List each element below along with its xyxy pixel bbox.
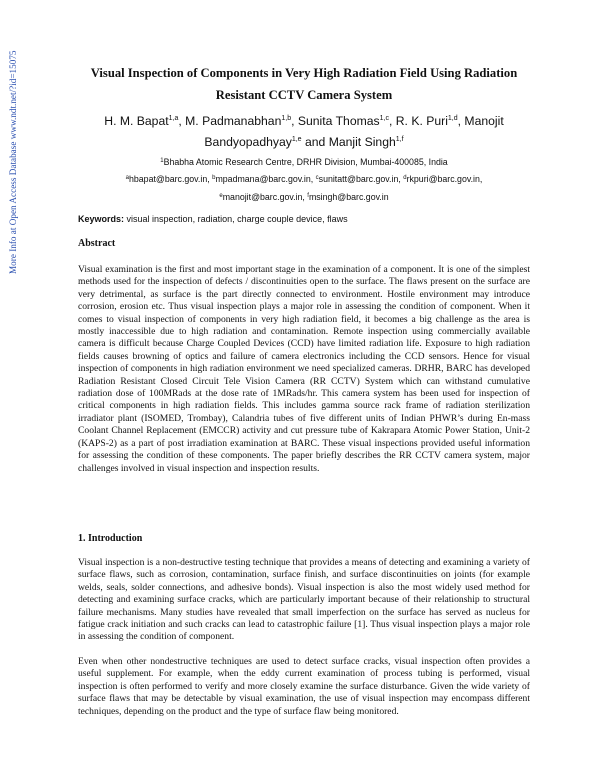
introduction-heading: 1. Introduction (78, 533, 143, 544)
author-name-split: Bandyopadhyay (204, 135, 292, 149)
author-name: H. M. Bapat (104, 114, 169, 128)
email-sup: a (125, 175, 129, 181)
author-name-split: Manojit (464, 114, 504, 128)
email-sup: d (403, 175, 407, 181)
email-link[interactable]: manojit@barc.gov.in (222, 192, 303, 202)
introduction-paragraph-2: Even when other nondestructive techniques are used to detect surface cracks, visual inspection often provides a useful supplement. For example, when the eddy current examination of process tubing is performed, visual inspection is often performed to verify and more closely examine the surface disturbance. Given the wide variety of surface flaws that may be detectable by visual examination, the use of visual inspection may encompass different techniques, depending on the product and the type of surface flaw being monitored. (78, 656, 530, 717)
author-name: R. K. Puri (395, 114, 448, 128)
email-sup: b (212, 175, 216, 181)
author-name: Manjit Singh (328, 135, 396, 149)
affiliation (78, 154, 530, 171)
keywords (78, 214, 348, 224)
introduction-paragraph-1: Visual inspection is a non-destructive testing technique that provides a means of detecting and examining a variety of surface flaws, such as corrosion, contamination, surface finish, and surface discontinuities on joints (for example welds, seals, solder connections, and adhesive bonds). Visual inspection is also the most widely used method for detecting and examining surface cracks, which are particularly important because of their relationship to structural failure mechanisms. Many studies have revealed that small imperfection on the surface has served as nucleus for fatigue crack initiation and such cracks can lead to catastrophic failure [1]. Thus visual inspection plays a major role in assessing the condition of component. (78, 557, 530, 643)
abstract-paragraph: Visual examination is the first and most important stage in the examination of a component. It is one of the simplest methods used for the inspection of defects / discontinuities open to the surface. The flaws present on the surface are very detrimental, as surface is the part directly connected to environment. Hostile environment may introduce corrosion, erosion etc. Thus visual inspection plays a major role in assessing the condition of component. When it comes to visual inspection of components in very high radiation field, it becomes a big challenge as the area is mostly inaccessible due to high radiation and contamination. Remote inspection using commercially available camera is difficult because Charge Coupled Devices (CCD) have limited radiation life. Exposure to high radiation fields causes browning of optics and failure of camera electronics including the CCD sensors. Hence for visual inspection of components in high radiation environment we need specialized cameras. DRHR, BARC has developed Radiation Resistant Closed Circuit Tele Vision Camera (RR CCTV) System which can withstand cumulative radiation dose of 100MRads at the dose rate of 1MRads/hr. This camera system has been used for inspection of critical components in high radiation fields. This includes gamma source rack frame of radiation sterilization irradiator plant (ISOMED, Trombay), Calandria tubes of five different units of Indian PHWR’s during En-mass Coolant Channel Replacement (EMCCR) activity and cut pressure tube of Kakrapara Atomic Power Station, Unit-2 (KAPS-2) as a part of post irradiation examination at BARC. These visual inspections provided useful information for assessing the condition of these components. The paper briefly describes the RR CCTV camera system, major challenges involved in visual inspection and inspection results. (78, 264, 530, 474)
email-link[interactable]: mpadmana@barc.gov.in (215, 174, 311, 184)
email-link[interactable]: msingh@barc.gov.in (308, 192, 389, 202)
affiliation-sup: 1 (160, 158, 164, 164)
keywords-text: visual inspection, radiation, charge couple device, flaws (126, 214, 348, 224)
paper-title-line-2: Resistant CCTV Camera System (215, 88, 393, 102)
author-sup: 1,d (447, 115, 458, 122)
email-list-line-2: $^e$manojit@barc.gov.in, $^f$msingh@barc.gov.in (219, 192, 389, 202)
side-link-text[interactable]: More Info at Open Access Database www.ndt.net/?id=15075 (8, 50, 18, 274)
email-link[interactable]: hbapat@barc.gov.in (129, 174, 208, 184)
author-sup: 1,e (291, 136, 302, 143)
email-sup: c (315, 175, 319, 181)
author-sup: 1,b (281, 115, 292, 122)
author-sup: 1,f (395, 136, 404, 143)
email-list-line-1: $^a$hbapat@barc.gov.in, $^b$mpadmana@barc.gov.in, $^c$sunitatt@barc.gov.in, $^d$rkpuri@barc.gov.in, (125, 174, 483, 184)
email-link[interactable]: sunitatt@barc.gov.in (318, 174, 399, 184)
keywords-label: Keywords: (78, 214, 125, 224)
author-sup: 1,c (379, 115, 389, 122)
abstract-heading: Abstract (78, 238, 116, 249)
paper-title-line-1: Visual Inspection of Components in Very High Radiation Field Using Radiation (90, 66, 518, 80)
email-sup: f (307, 193, 309, 199)
email-sup: e (219, 193, 223, 199)
email-link[interactable]: rkpuri@barc.gov.in (406, 174, 480, 184)
author-name: M. Padmanabhan (185, 114, 282, 128)
open-access-side-link[interactable] (8, 44, 20, 274)
author-list-line-2: Bandyopadhyay$^{1,e}$ and Manjit Singh$^{1,f}$ (204, 135, 404, 149)
author-list-line-1: H. M. Bapat$^{1,a}$, M. Padmanabhan$^{1,b}$, Sunita Thomas$^{1,c}$, R. K. Puri$^{1,d}$, Manojit (104, 114, 504, 128)
affiliation-text: Bhabha Atomic Research Centre, DRHR Division, Mumbai-400085, India (163, 157, 448, 167)
author-sup: 1,a (168, 115, 179, 122)
author-name: Sunita Thomas (297, 114, 380, 128)
